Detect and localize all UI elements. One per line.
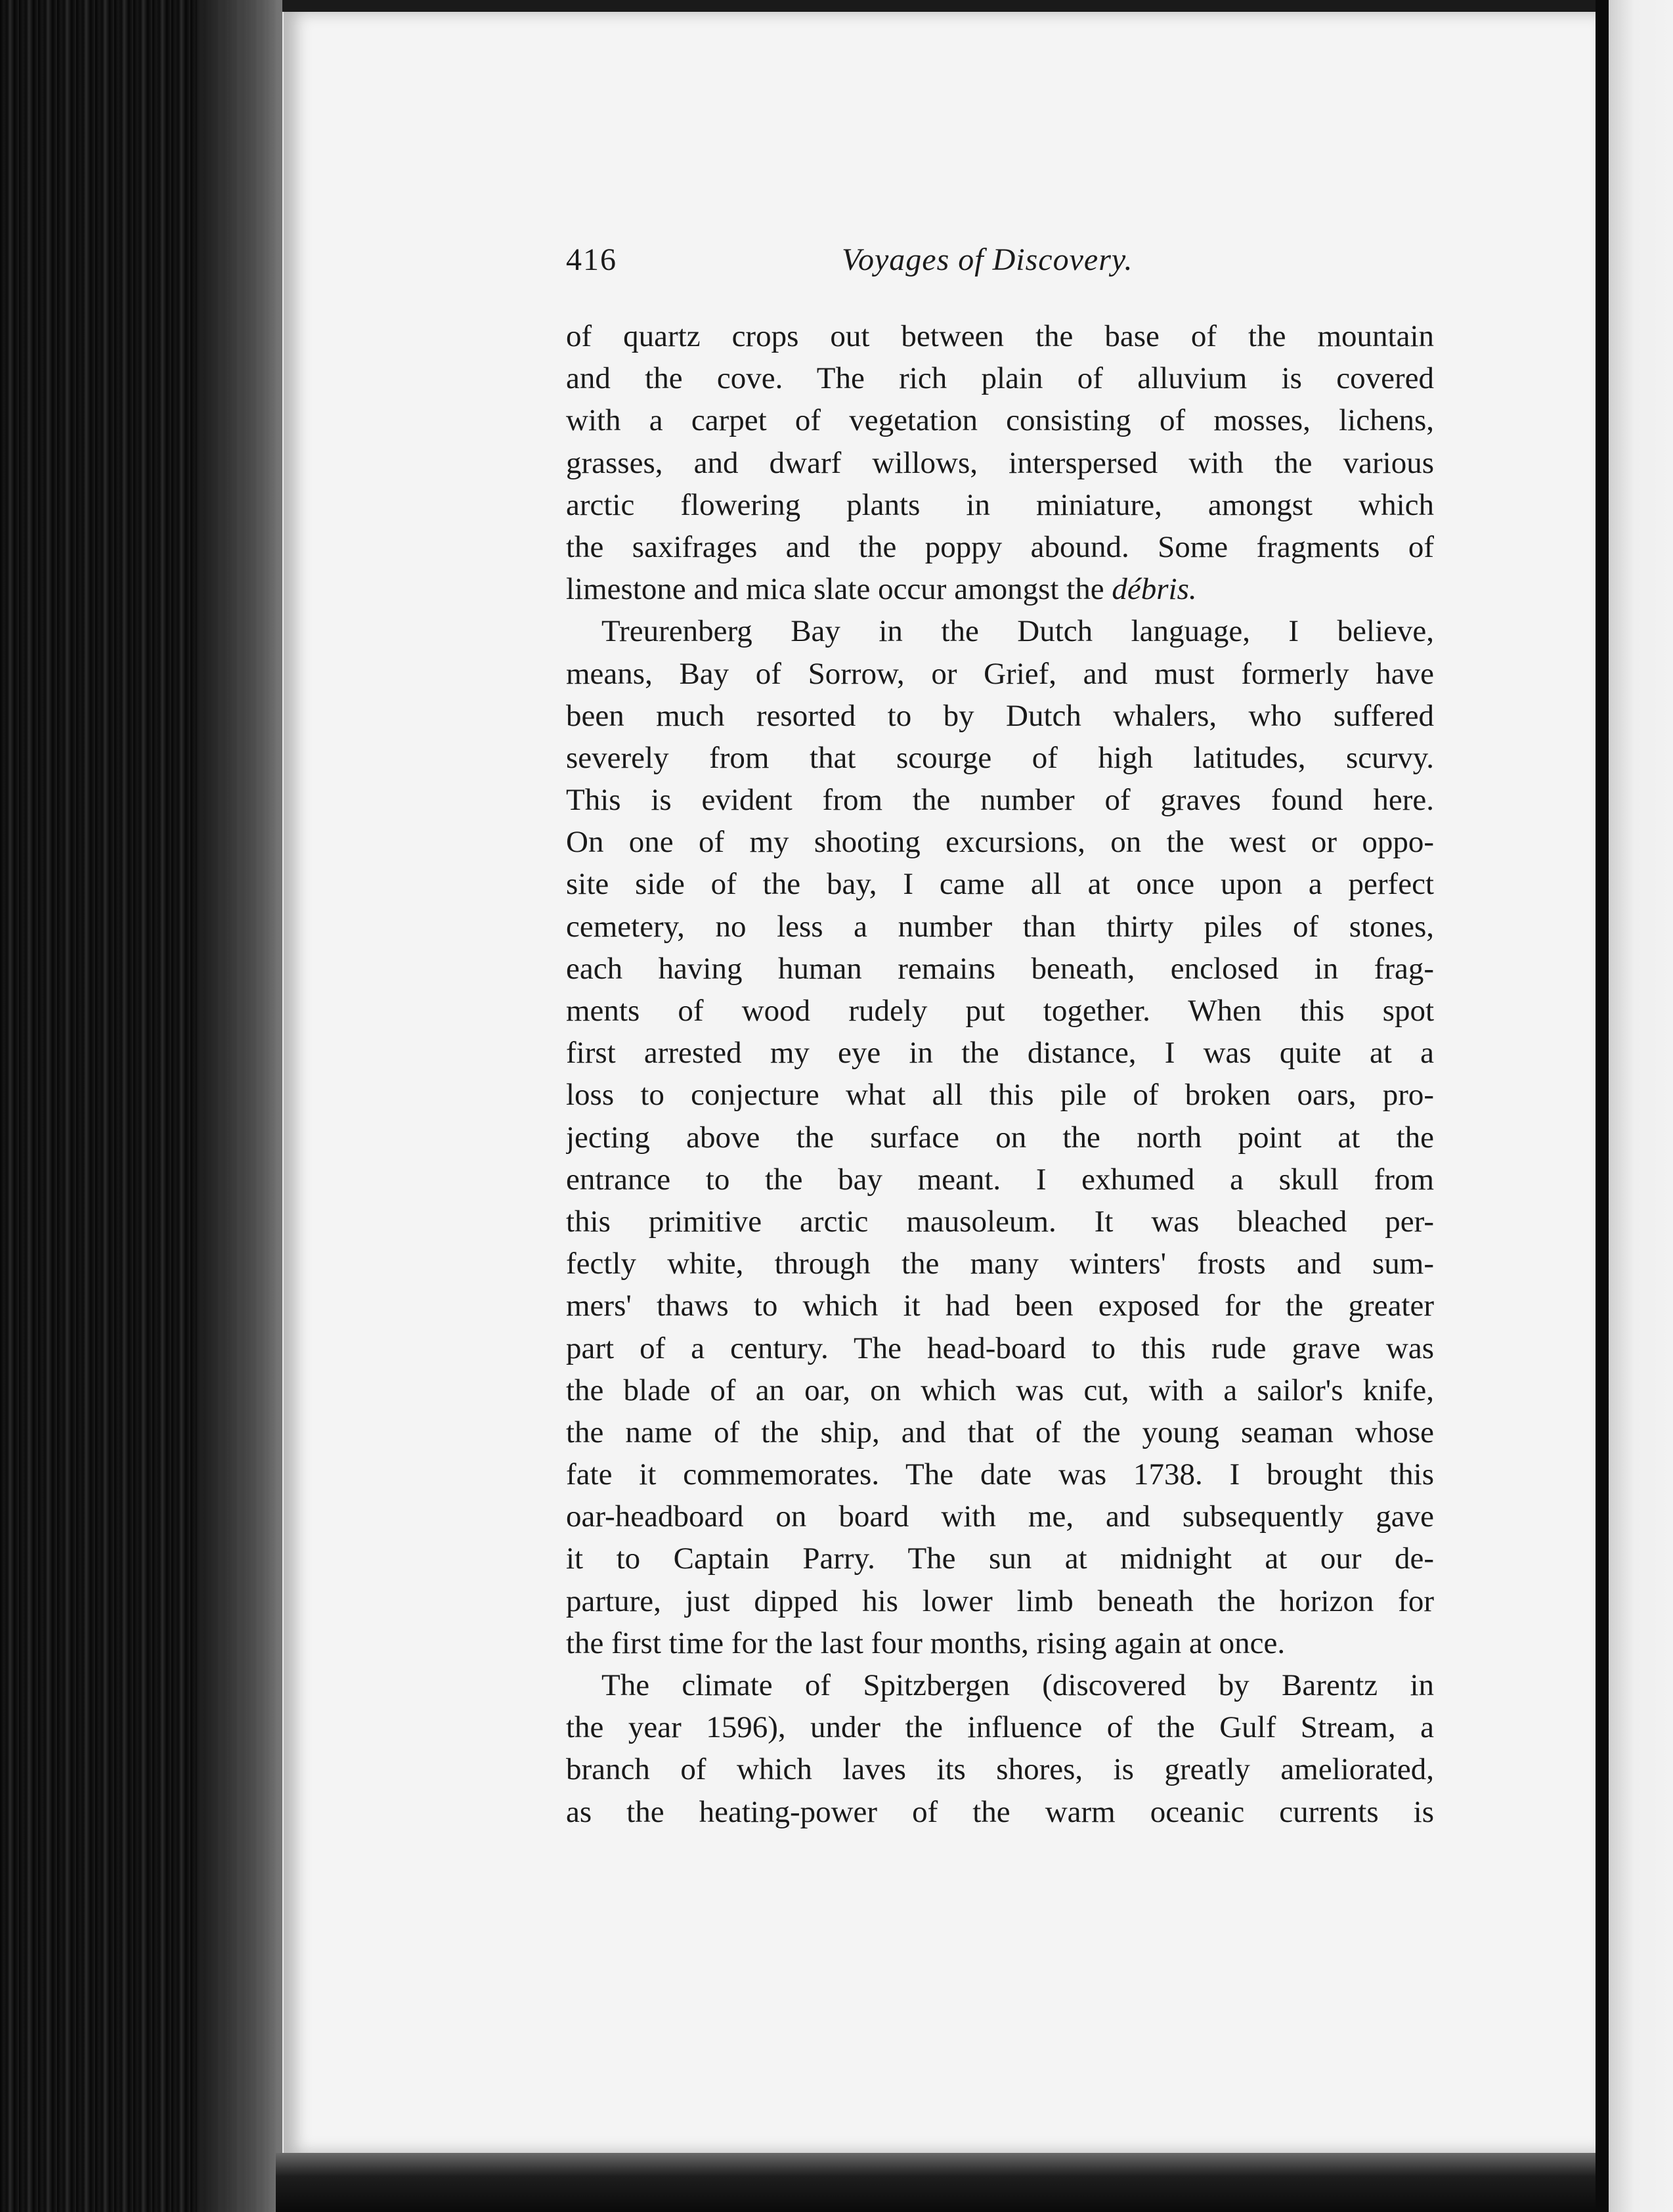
text-line: been much resorted to by Dutch whalers, who suffered (566, 698, 1434, 733)
text-line: On one of my shooting excursions, on the west or oppo- (566, 825, 1434, 860)
text-line: grasses, and dwarf willows, interspersed with the various (566, 445, 1434, 480)
text-line: part of a century. The head-board to this rude grave was (566, 1331, 1434, 1365)
top-edge (282, 0, 1609, 12)
text-line: as the heating-power of the warm oceanic currents is (566, 1794, 1434, 1829)
text-line: cemetery, no less a number than thirty piles of stones, (566, 909, 1434, 944)
text-line: jecting above the surface on the north point at the (566, 1120, 1434, 1155)
paragraph-start-line: The climate of Spitzbergen (discovered by Barentz in (601, 1668, 1434, 1702)
paragraph-start-line: Treurenberg Bay in the Dutch language, I believe, (601, 614, 1434, 649)
text-line: the name of the ship, and that of the young seaman whose (566, 1415, 1434, 1449)
text-line: loss to conjecture what all this pile of broken oars, pro- (566, 1078, 1434, 1113)
right-gutter (1596, 0, 1609, 2212)
text-line (566, 568, 1434, 610)
text-line: parture, just dipped his lower limb beneath the horizon for (566, 1583, 1434, 1618)
text-line: with a carpet of vegetation consisting of mosses, lichens, (566, 403, 1434, 438)
text-line: this primitive arctic mausoleum. It was bleached per- (566, 1204, 1434, 1239)
bottom-edge (276, 2153, 1602, 2212)
page-header (566, 242, 1439, 288)
text-line: severely from that scourge of high latitudes, scurvy. (566, 740, 1434, 775)
page-number: 416 (566, 242, 617, 277)
text-line: ments of wood rudely put together. When this spot (566, 994, 1434, 1028)
text-line-start: limestone and mica slate occur amongst the (566, 572, 1112, 607)
text-line: the first time for the last four months, rising again at once. (566, 1626, 1286, 1660)
text-line: mers' thaws to which it had been exposed for the greater (566, 1289, 1434, 1323)
text-line: the saxifrages and the poppy abound. Some fragments of (566, 529, 1434, 564)
page-gutter-shadow (197, 0, 282, 2212)
text-line: fate it commemorates. The date was 1738. I brought this (566, 1457, 1434, 1492)
text-line: This is evident from the number of graves found here. (566, 783, 1434, 818)
text-line: means, Bay of Sorrow, or Grief, and must formerly have (566, 656, 1434, 691)
text-line: site side of the bay, I came all at once upon a perfect (566, 867, 1434, 902)
body-text (566, 315, 1434, 1833)
running-title: Voyages of Discovery. (842, 242, 1133, 277)
text-line: fectly white, through the many winters' frosts and sum- (566, 1247, 1434, 1281)
text-line: branch of which laves its shores, is greatly ameliorated, (566, 1752, 1434, 1787)
text-line: and the cove. The rich plain of alluvium is covered (566, 361, 1434, 396)
text-line: each having human remains beneath, enclosed in frag- (566, 951, 1434, 986)
text-line: the blade of an oar, on which was cut, with a sailor's knife, (566, 1373, 1434, 1407)
text-line: oar-headboard on board with me, and subsequently gave (566, 1499, 1434, 1534)
text-line: it to Captain Parry. The sun at midnight at our de- (566, 1541, 1434, 1576)
next-page-edge (1609, 0, 1673, 2212)
text-line: first arrested my eye in the distance, I was quite at a (566, 1036, 1434, 1071)
text-line: arctic flowering plants in miniature, amongst which (566, 487, 1434, 522)
italic-word: débris. (1112, 572, 1197, 607)
text-line: of quartz crops out between the base of the mountain (566, 319, 1434, 353)
text-line: entrance to the bay meant. I exhumed a skull from (566, 1162, 1434, 1197)
text-line: the year 1596), under the influence of the Gulf Stream, a (566, 1710, 1434, 1745)
